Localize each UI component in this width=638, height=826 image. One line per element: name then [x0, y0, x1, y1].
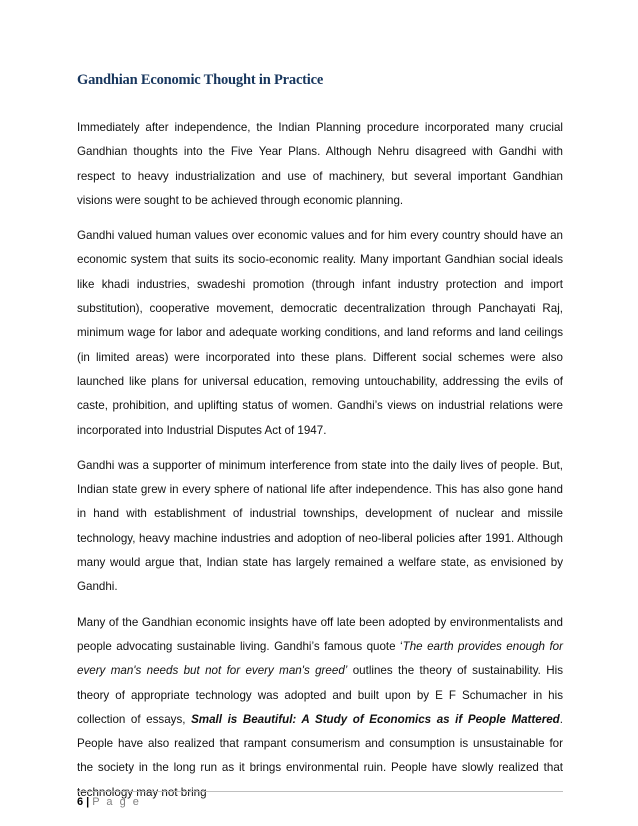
page-footer: [77, 791, 563, 808]
paragraph-text: Many of the Gandhian economic insights have off late been adopted by environmentalists and people advocating sustainable living. Gandhi’s famous quote ‘: [77, 615, 563, 653]
paragraph-text: . People have also realized that rampant consumerism and consumption is unsustainable for the society in the long run as it brings environmental ruin. People have slowly realized that technology may not bring: [77, 712, 563, 799]
paragraph: [77, 611, 563, 805]
body-text: [77, 116, 563, 816]
paragraph: Gandhi valued human values over economic values and for him every country should have an economic system that suits its socio-economic reality. Many important Gandhian social ideals like khadi industries, swadeshi promotion (through infant industry protection and import substitution), cooperative movement, democratic decentralization through Panchayati Raj, minimum wage for labor and adequate working conditions, and land reforms and land ceilings (in limited areas) were incorporated into these plans. Different social schemes were also launched like plans for universal education, removing untouchability, addressing the evils of caste, prohibition, and uplifting status of women. Gandhi’s views on industrial relations were incorporated into Industrial Disputes Act of 1947.: [77, 229, 563, 437]
paragraph-text: outlines the theory of sustainability. His theory of appropriate technology was adopted and built upon by E F Schumacher in his collection of essays,: [77, 664, 563, 726]
section-heading: Gandhian Economic Thought in Practice: [77, 72, 324, 88]
page-number: 6: [77, 796, 84, 808]
paragraph: Immediately after independence, the Indian Planning procedure incorporated many crucial Gandhian thoughts into the Five Year Plans. Although Nehru disagreed with Gandhi with respect to heavy industrialization and use of machinery, but several important Gandhian visions were sought to be achieved through economic planning.: [77, 121, 563, 207]
footer-separator: |: [86, 796, 90, 808]
paragraph: Gandhi was a supporter of minimum interference from state into the daily lives of people. But, Indian state grew in every sphere of national life after independence. This has also gone hand in hand with establishment of industrial townships, development of nuclear and missile technology, heavy machine industries and adoption of neo-liberal policies after 1991. Although many would argue that, Indian state has largely remained a welfare state, as envisioned by Gandhi.: [77, 458, 563, 594]
book-title: Small is Beautiful: A Study of Economics as if People Mattered: [191, 712, 560, 726]
quote-text: The earth provides enough for every man's needs but not for every man's greed’: [77, 639, 563, 678]
page-label: P a g e: [92, 796, 141, 808]
